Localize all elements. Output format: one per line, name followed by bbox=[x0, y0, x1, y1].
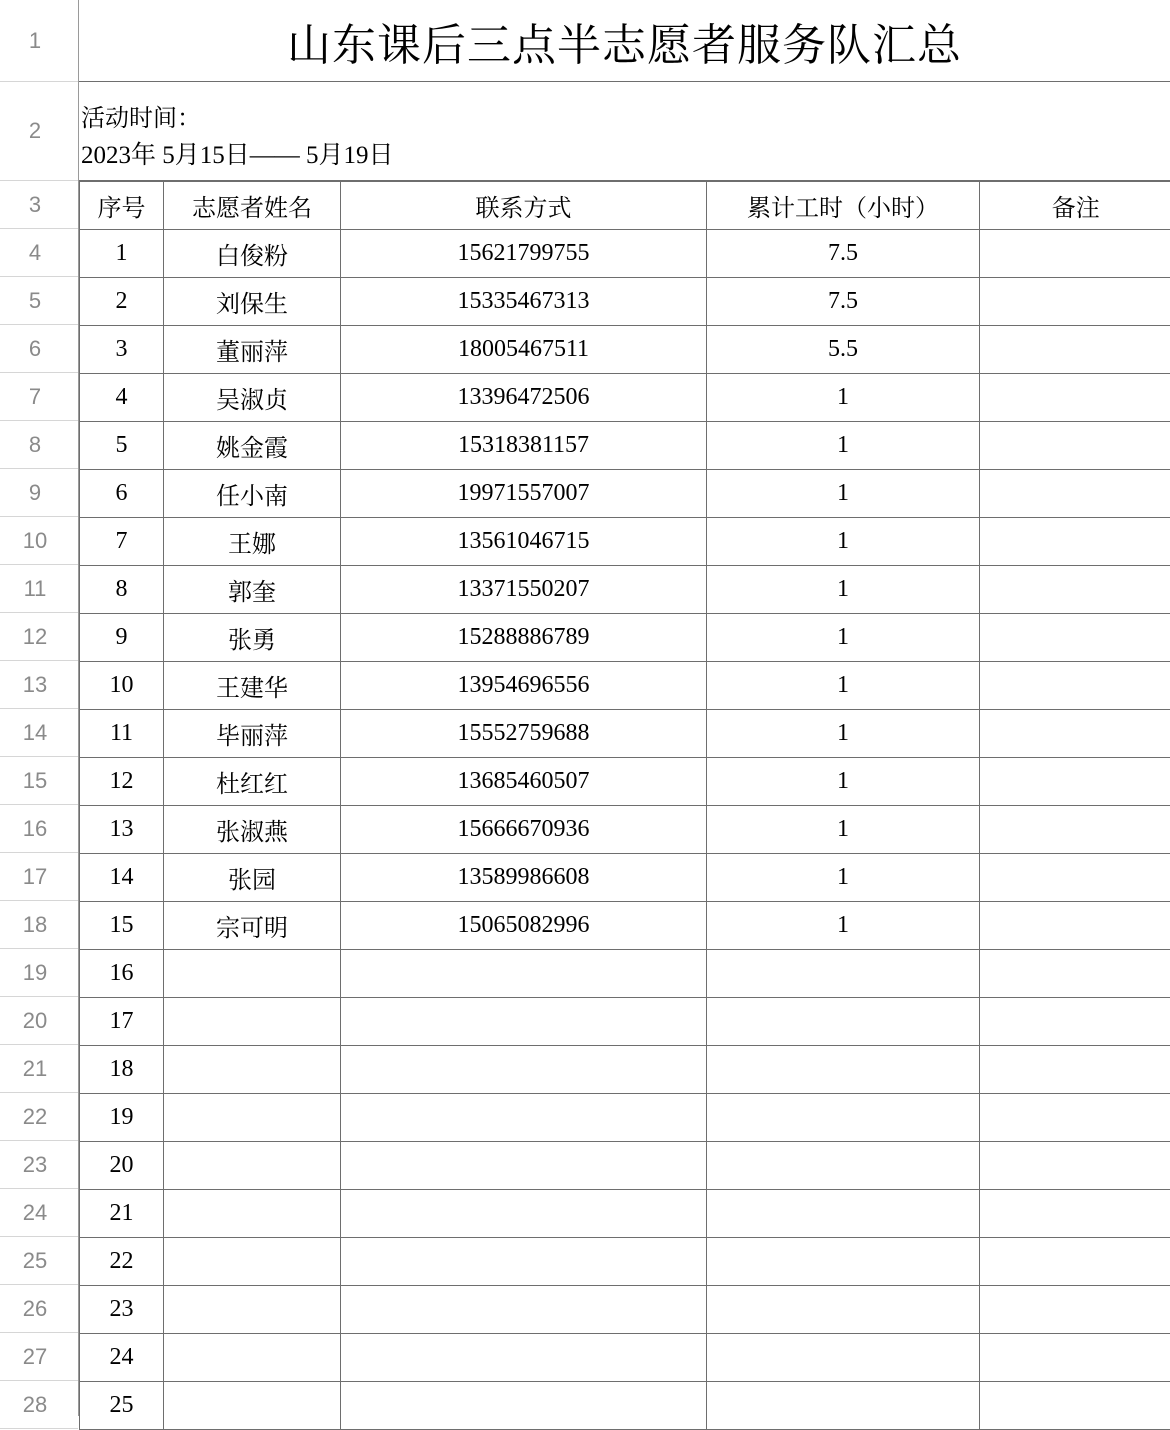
cell-number[interactable]: 21 bbox=[80, 1190, 164, 1238]
cell-volunteer-name[interactable] bbox=[164, 1382, 341, 1430]
cell-number[interactable]: 20 bbox=[80, 1142, 164, 1190]
table-row bbox=[80, 950, 1170, 998]
cell-volunteer-name[interactable]: 白俊粉 bbox=[164, 230, 341, 278]
table-row bbox=[80, 326, 1170, 374]
cell-number[interactable]: 16 bbox=[80, 950, 164, 998]
row-number[interactable]: 28 bbox=[0, 1381, 78, 1429]
cell-volunteer-name[interactable]: 吴淑贞 bbox=[164, 374, 341, 422]
cell-hours[interactable]: 5.5 bbox=[707, 326, 980, 374]
cell-hours[interactable]: 7.5 bbox=[707, 278, 980, 326]
cell-volunteer-name[interactable]: 郭奎 bbox=[164, 566, 341, 614]
table-row bbox=[80, 278, 1170, 326]
cell-number[interactable]: 12 bbox=[80, 758, 164, 806]
col-header-note[interactable]: 备注 bbox=[980, 182, 1170, 230]
cell-hours[interactable]: 1 bbox=[707, 566, 980, 614]
cell-phone[interactable] bbox=[341, 1046, 707, 1094]
cell-number[interactable]: 13 bbox=[80, 806, 164, 854]
cell-note[interactable] bbox=[980, 710, 1170, 758]
table-header-row bbox=[80, 182, 1170, 230]
table-row bbox=[80, 374, 1170, 422]
table-row bbox=[80, 470, 1170, 518]
table-row bbox=[80, 518, 1170, 566]
cell-note[interactable] bbox=[980, 1238, 1170, 1286]
row-number[interactable]: 1 bbox=[0, 0, 78, 82]
table-row bbox=[80, 422, 1170, 470]
cell-phone[interactable]: 15335467313 bbox=[341, 278, 707, 326]
table-row bbox=[80, 710, 1170, 758]
cell-phone[interactable]: 15318381157 bbox=[341, 422, 707, 470]
cell-number[interactable]: 14 bbox=[80, 854, 164, 902]
cell-phone[interactable] bbox=[341, 1286, 707, 1334]
volunteer-table bbox=[79, 181, 1170, 1430]
activity-time-label: 活动时间： bbox=[81, 99, 1170, 137]
cell-hours[interactable]: 1 bbox=[707, 902, 980, 950]
row-number[interactable]: 21 bbox=[0, 1045, 78, 1093]
cell-note[interactable] bbox=[980, 950, 1170, 998]
cell-hours[interactable]: 7.5 bbox=[707, 230, 980, 278]
cell-hours[interactable] bbox=[707, 1238, 980, 1286]
row-number[interactable]: 17 bbox=[0, 853, 78, 901]
cell-volunteer-name[interactable] bbox=[164, 1334, 341, 1382]
cell-volunteer-name[interactable]: 姚金霞 bbox=[164, 422, 341, 470]
cell-volunteer-name[interactable]: 董丽萍 bbox=[164, 326, 341, 374]
cell-hours[interactable] bbox=[707, 1334, 980, 1382]
row-number[interactable]: 10 bbox=[0, 517, 78, 565]
cell-phone[interactable]: 13685460507 bbox=[341, 758, 707, 806]
cell-note[interactable] bbox=[980, 614, 1170, 662]
cell-note[interactable] bbox=[980, 1094, 1170, 1142]
table-row bbox=[80, 1142, 1170, 1190]
row-number[interactable]: 23 bbox=[0, 1141, 78, 1189]
cell-phone[interactable] bbox=[341, 1334, 707, 1382]
activity-time-dates: 2023年 5月15日—— 5月19日 bbox=[81, 137, 1170, 175]
cell-hours[interactable]: 1 bbox=[707, 470, 980, 518]
table-row bbox=[80, 998, 1170, 1046]
cell-volunteer-name[interactable]: 王建华 bbox=[164, 662, 341, 710]
cell-note[interactable] bbox=[980, 278, 1170, 326]
row-number[interactable]: 22 bbox=[0, 1093, 78, 1141]
cell-number[interactable]: 10 bbox=[80, 662, 164, 710]
row-number[interactable]: 15 bbox=[0, 757, 78, 805]
cell-phone[interactable]: 19971557007 bbox=[341, 470, 707, 518]
cell-hours[interactable]: 1 bbox=[707, 374, 980, 422]
col-header-name[interactable]: 志愿者姓名 bbox=[164, 182, 341, 230]
table-row bbox=[80, 1046, 1170, 1094]
cell-volunteer-name[interactable]: 杜红红 bbox=[164, 758, 341, 806]
cell-volunteer-name[interactable]: 毕丽萍 bbox=[164, 710, 341, 758]
cell-note[interactable] bbox=[980, 1190, 1170, 1238]
cell-number[interactable]: 19 bbox=[80, 1094, 164, 1142]
cell-number[interactable]: 4 bbox=[80, 374, 164, 422]
cell-note[interactable] bbox=[980, 758, 1170, 806]
cell-phone[interactable]: 13371550207 bbox=[341, 566, 707, 614]
cell-number[interactable]: 15 bbox=[80, 902, 164, 950]
sheet-title[interactable]: 山东课后三点半志愿者服务队汇总 bbox=[79, 0, 1170, 82]
cell-hours[interactable]: 1 bbox=[707, 854, 980, 902]
table-row bbox=[80, 614, 1170, 662]
cell-volunteer-name[interactable] bbox=[164, 950, 341, 998]
cell-phone[interactable] bbox=[341, 1190, 707, 1238]
row-number[interactable]: 20 bbox=[0, 997, 78, 1045]
cell-note[interactable] bbox=[980, 1286, 1170, 1334]
cell-phone[interactable]: 13396472506 bbox=[341, 374, 707, 422]
cell-number[interactable]: 7 bbox=[80, 518, 164, 566]
cell-hours[interactable]: 1 bbox=[707, 518, 980, 566]
cell-note[interactable] bbox=[980, 998, 1170, 1046]
cell-number[interactable]: 23 bbox=[80, 1286, 164, 1334]
cell-volunteer-name[interactable] bbox=[164, 998, 341, 1046]
cell-hours[interactable] bbox=[707, 1190, 980, 1238]
cell-note[interactable] bbox=[980, 230, 1170, 278]
cell-number[interactable]: 3 bbox=[80, 326, 164, 374]
cell-note[interactable] bbox=[980, 374, 1170, 422]
cell-hours[interactable]: 1 bbox=[707, 758, 980, 806]
cell-hours[interactable]: 1 bbox=[707, 710, 980, 758]
col-header-hours[interactable]: 累计工时（小时） bbox=[707, 182, 980, 230]
row-number[interactable]: 3 bbox=[0, 181, 78, 229]
row-number[interactable]: 11 bbox=[0, 565, 78, 613]
row-number[interactable]: 16 bbox=[0, 805, 78, 853]
cell-hours[interactable] bbox=[707, 1286, 980, 1334]
cell-phone[interactable] bbox=[341, 1382, 707, 1430]
cell-volunteer-name[interactable] bbox=[164, 1142, 341, 1190]
cell-note[interactable] bbox=[980, 566, 1170, 614]
cell-volunteer-name[interactable]: 任小南 bbox=[164, 470, 341, 518]
col-header-phone[interactable]: 联系方式 bbox=[341, 182, 707, 230]
table-row bbox=[80, 854, 1170, 902]
row-number[interactable]: 19 bbox=[0, 949, 78, 997]
cell-hours[interactable]: 1 bbox=[707, 806, 980, 854]
cell-number[interactable]: 18 bbox=[80, 1046, 164, 1094]
cell-number[interactable]: 17 bbox=[80, 998, 164, 1046]
table-row bbox=[80, 1094, 1170, 1142]
row-number[interactable]: 14 bbox=[0, 709, 78, 757]
cell-volunteer-name[interactable]: 张淑燕 bbox=[164, 806, 341, 854]
cell-note[interactable] bbox=[980, 1142, 1170, 1190]
cell-hours[interactable]: 1 bbox=[707, 422, 980, 470]
cell-hours[interactable] bbox=[707, 1142, 980, 1190]
table-row bbox=[80, 230, 1170, 278]
cell-number[interactable]: 11 bbox=[80, 710, 164, 758]
cell-hours[interactable] bbox=[707, 950, 980, 998]
row-number[interactable]: 12 bbox=[0, 613, 78, 661]
cell-hours[interactable] bbox=[707, 1046, 980, 1094]
cell-volunteer-name[interactable]: 刘保生 bbox=[164, 278, 341, 326]
row-number[interactable]: 2 bbox=[0, 82, 78, 181]
cell-phone[interactable]: 15065082996 bbox=[341, 902, 707, 950]
cell-volunteer-name[interactable] bbox=[164, 1094, 341, 1142]
cell-number[interactable]: 25 bbox=[80, 1382, 164, 1430]
activity-time-cell[interactable] bbox=[79, 83, 1170, 181]
cell-hours[interactable] bbox=[707, 998, 980, 1046]
cell-phone[interactable] bbox=[341, 1142, 707, 1190]
cell-phone[interactable]: 18005467511 bbox=[341, 326, 707, 374]
table-row bbox=[80, 566, 1170, 614]
cell-number[interactable]: 1 bbox=[80, 230, 164, 278]
cell-hours[interactable] bbox=[707, 1094, 980, 1142]
cell-note[interactable] bbox=[980, 470, 1170, 518]
cell-number[interactable]: 5 bbox=[80, 422, 164, 470]
col-header-number[interactable]: 序号 bbox=[80, 182, 164, 230]
cell-phone[interactable] bbox=[341, 1094, 707, 1142]
cell-note[interactable] bbox=[980, 854, 1170, 902]
row-number[interactable]: 25 bbox=[0, 1237, 78, 1285]
cell-hours[interactable]: 1 bbox=[707, 614, 980, 662]
cell-volunteer-name[interactable]: 张园 bbox=[164, 854, 341, 902]
cell-phone[interactable]: 13589986608 bbox=[341, 854, 707, 902]
cell-volunteer-name[interactable]: 张勇 bbox=[164, 614, 341, 662]
table-row bbox=[80, 1382, 1170, 1430]
cell-phone[interactable]: 15621799755 bbox=[341, 230, 707, 278]
row-number[interactable]: 18 bbox=[0, 901, 78, 949]
cell-phone[interactable]: 13954696556 bbox=[341, 662, 707, 710]
cell-note[interactable] bbox=[980, 806, 1170, 854]
cell-note[interactable] bbox=[980, 1382, 1170, 1430]
cell-volunteer-name[interactable]: 宗可明 bbox=[164, 902, 341, 950]
cell-phone[interactable]: 15666670936 bbox=[341, 806, 707, 854]
table-row bbox=[80, 758, 1170, 806]
cell-volunteer-name[interactable] bbox=[164, 1238, 341, 1286]
row-number[interactable]: 26 bbox=[0, 1285, 78, 1333]
cell-volunteer-name[interactable] bbox=[164, 1286, 341, 1334]
cell-volunteer-name[interactable]: 王娜 bbox=[164, 518, 341, 566]
cell-phone[interactable]: 13561046715 bbox=[341, 518, 707, 566]
cell-phone[interactable] bbox=[341, 998, 707, 1046]
row-number[interactable]: 4 bbox=[0, 229, 78, 277]
cell-note[interactable] bbox=[980, 1046, 1170, 1094]
cell-note[interactable] bbox=[980, 518, 1170, 566]
row-number[interactable]: 27 bbox=[0, 1333, 78, 1381]
cell-phone[interactable]: 15288886789 bbox=[341, 614, 707, 662]
cell-note[interactable] bbox=[980, 422, 1170, 470]
cell-number[interactable]: 22 bbox=[80, 1238, 164, 1286]
table-row bbox=[80, 806, 1170, 854]
cell-number[interactable]: 24 bbox=[80, 1334, 164, 1382]
row-number-gutter bbox=[0, 0, 79, 1416]
table-row bbox=[80, 1334, 1170, 1382]
cell-phone[interactable] bbox=[341, 950, 707, 998]
cell-note[interactable] bbox=[980, 902, 1170, 950]
cell-note[interactable] bbox=[980, 326, 1170, 374]
cell-hours[interactable] bbox=[707, 1382, 980, 1430]
table-row bbox=[80, 662, 1170, 710]
cell-note[interactable] bbox=[980, 662, 1170, 710]
row-number[interactable]: 24 bbox=[0, 1189, 78, 1237]
row-number[interactable]: 9 bbox=[0, 469, 78, 517]
row-number[interactable]: 7 bbox=[0, 373, 78, 421]
table-row bbox=[80, 1238, 1170, 1286]
cell-phone[interactable] bbox=[341, 1238, 707, 1286]
cell-number[interactable]: 6 bbox=[80, 470, 164, 518]
row-number[interactable]: 8 bbox=[0, 421, 78, 469]
row-number[interactable]: 13 bbox=[0, 661, 78, 709]
cell-number[interactable]: 8 bbox=[80, 566, 164, 614]
cell-volunteer-name[interactable] bbox=[164, 1046, 341, 1094]
cell-phone[interactable]: 15552759688 bbox=[341, 710, 707, 758]
cell-volunteer-name[interactable] bbox=[164, 1190, 341, 1238]
cell-number[interactable]: 9 bbox=[80, 614, 164, 662]
table-row bbox=[80, 902, 1170, 950]
cell-hours[interactable]: 1 bbox=[707, 662, 980, 710]
cell-number[interactable]: 2 bbox=[80, 278, 164, 326]
cell-note[interactable] bbox=[980, 1334, 1170, 1382]
row-number[interactable]: 5 bbox=[0, 277, 78, 325]
row-number[interactable]: 6 bbox=[0, 325, 78, 373]
table-row bbox=[80, 1190, 1170, 1238]
table-row bbox=[80, 1286, 1170, 1334]
